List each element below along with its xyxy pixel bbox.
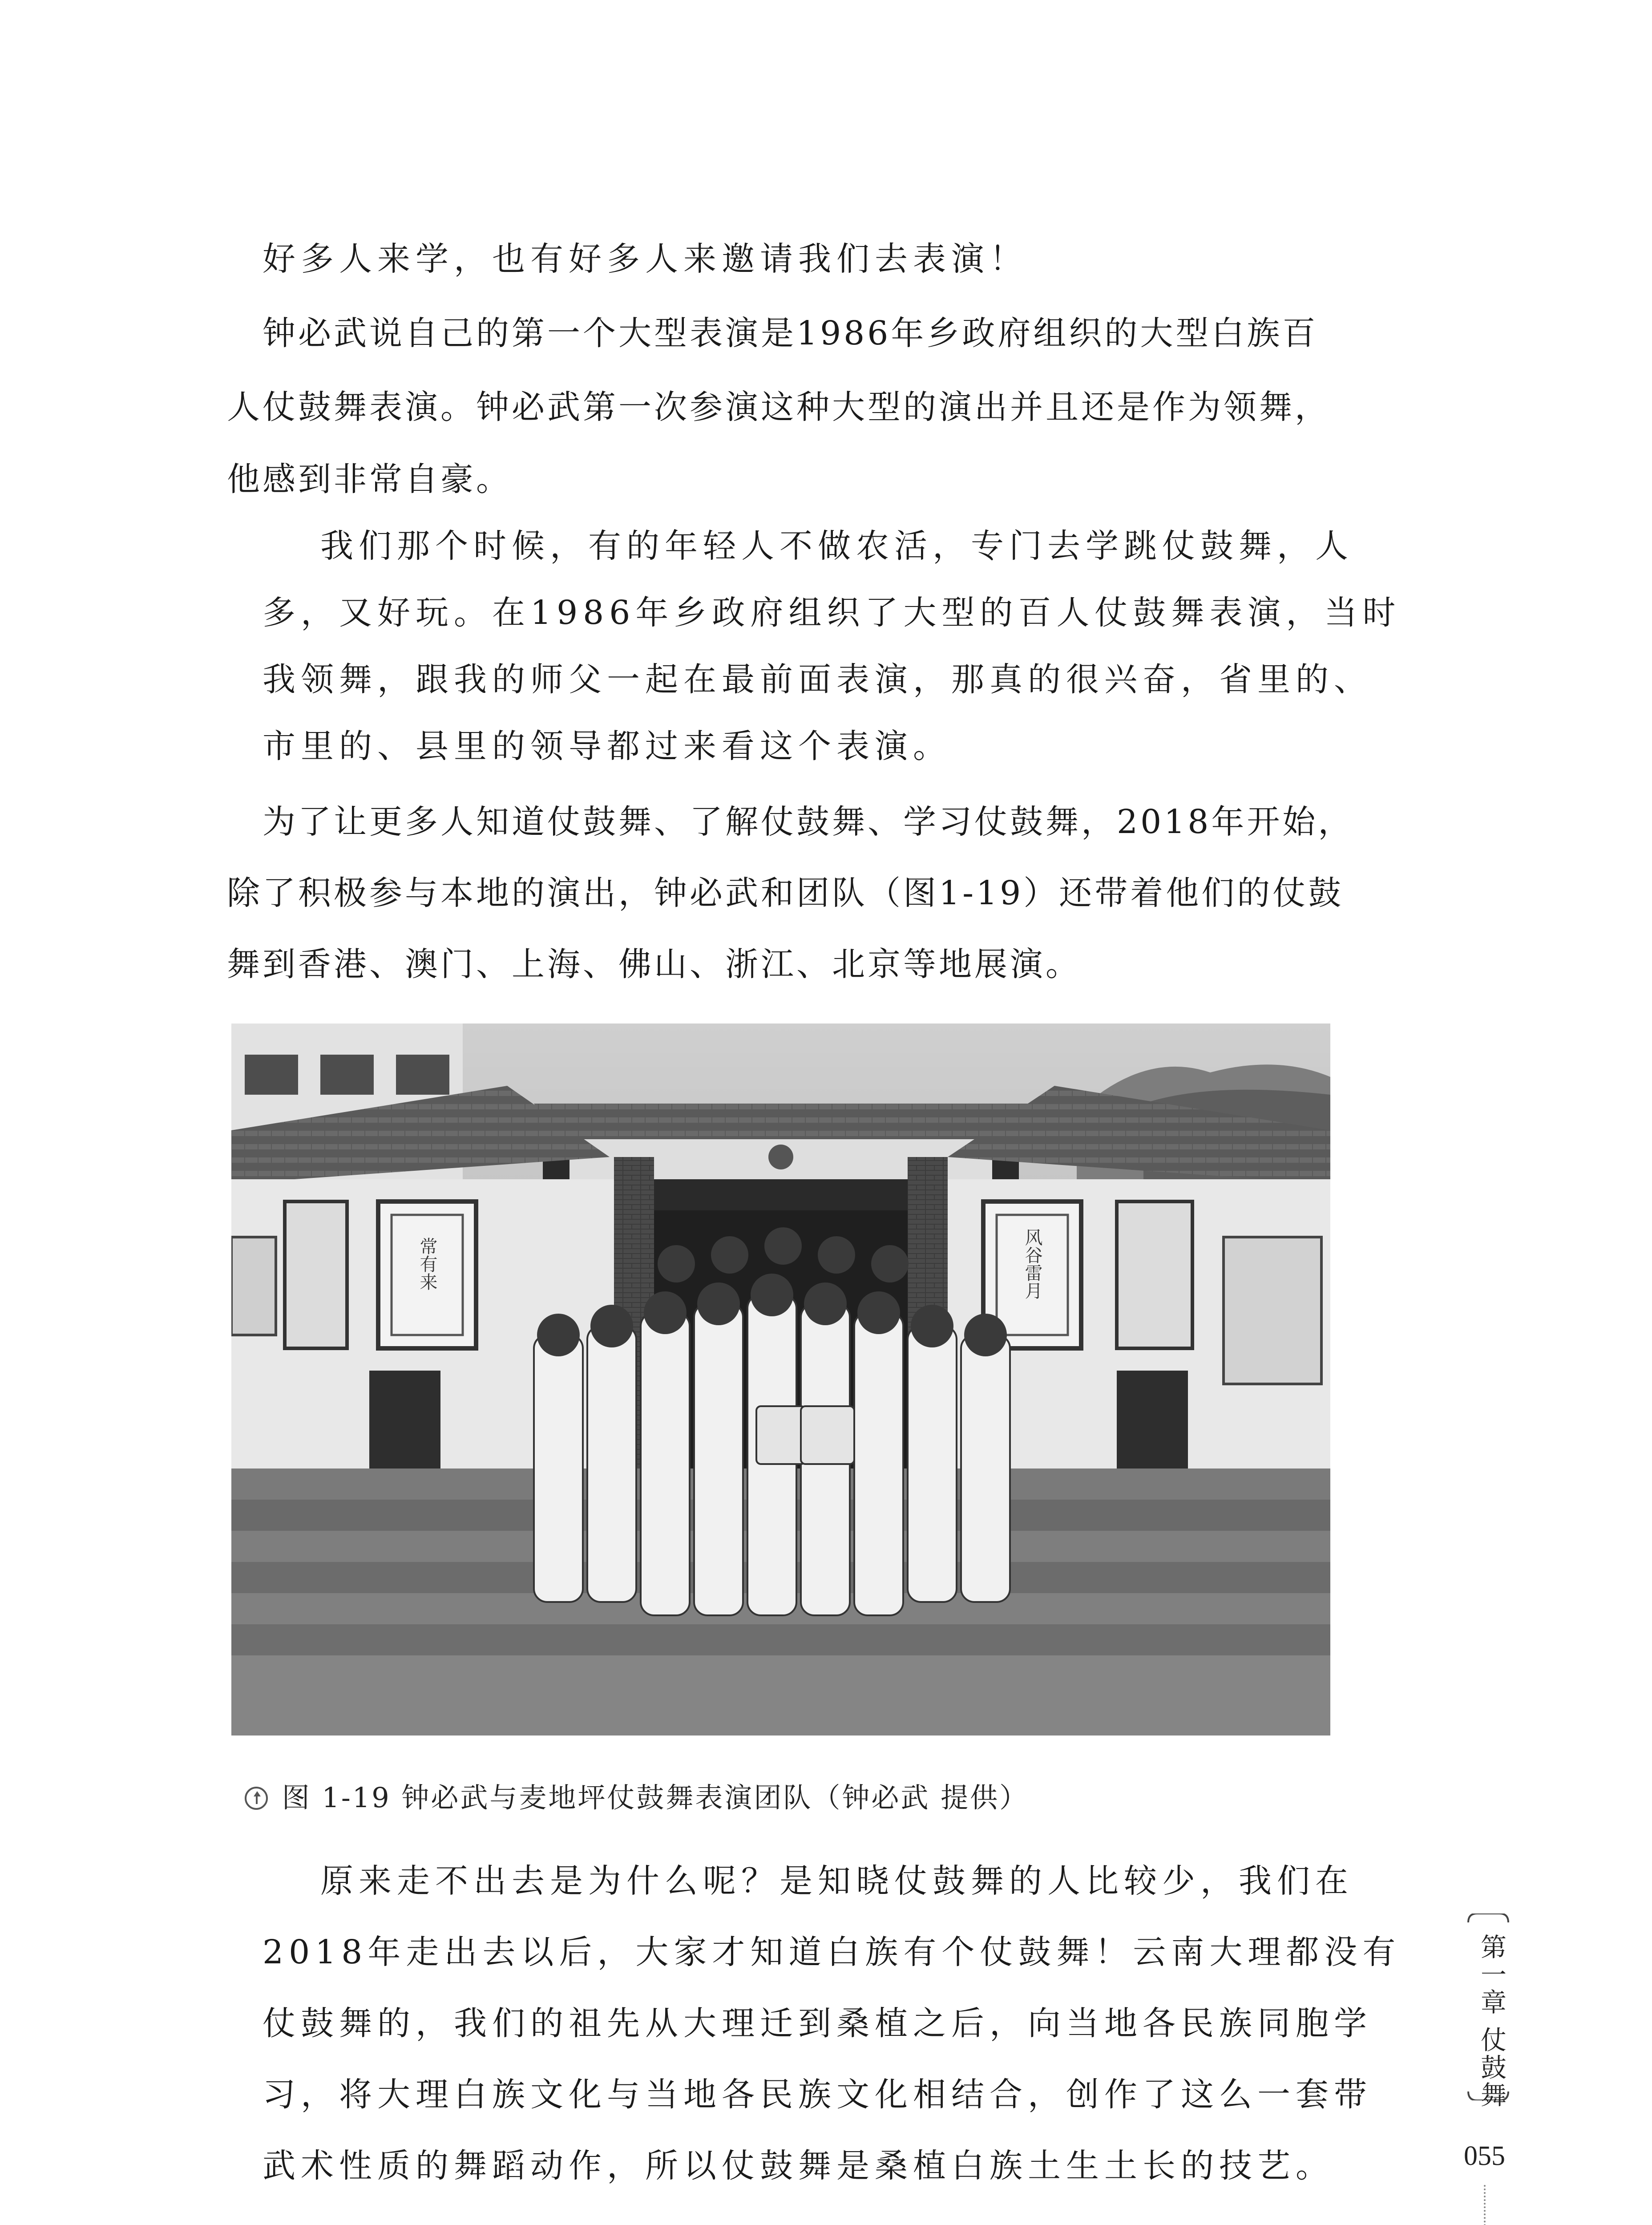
paragraph-2-line-2: 人仗鼓舞表演。钟必武第一次参演这种大型的演出并且还是作为领舞， xyxy=(227,388,1330,426)
paragraph-5-line-1: 原来走不出去是为什么呢？是知晓仗鼓舞的人比较少，我们在 xyxy=(320,1862,1353,1900)
paragraph-3-line-4: 市里的、县里的领导都过来看这个表演。 xyxy=(263,727,951,765)
figure-photo xyxy=(231,1024,1330,1736)
paragraph-4-line-2: 除了积极参与本地的演出，钟必武和团队（图1-19）还带着他们的仗鼓 xyxy=(227,874,1344,912)
margin-chapter-number: 第一章 xyxy=(1476,1934,1507,2016)
paragraph-2-line-1: 钟必武说自己的第一个大型表演是1986年乡政府组织的大型白族百 xyxy=(263,314,1318,352)
up-arrow-circle-icon xyxy=(245,1787,268,1810)
paragraph-3-line-3: 我领舞，跟我的师父一起在最前面表演，那真的很兴奋，省里的、 xyxy=(263,660,1372,699)
page-number: 055 xyxy=(1464,2141,1505,2171)
paragraph-1-line-1: 好多人来学，也有好多人来邀请我们去表演！ xyxy=(263,240,1028,278)
paragraph-5-line-3: 仗鼓舞的，我们的祖先从大理迁到桑植之后，向当地各民族同胞学 xyxy=(263,2004,1372,2043)
paragraph-3-line-1: 我们那个时候，有的年轻人不做农活，专门去学跳仗鼓舞，人 xyxy=(320,527,1353,565)
paragraph-3-line-2: 多，又好玩。在1986年乡政府组织了大型的百人仗鼓舞表演，当时 xyxy=(263,594,1401,632)
figure-caption-text: 图 1-19 钟必武与麦地坪仗鼓舞表演团队（钟必武 提供） xyxy=(282,1781,1029,1814)
right-gate-sign: 风谷雷月 xyxy=(1022,1228,1042,1299)
margin-chapter-label xyxy=(1476,1934,1507,2109)
paragraph-5-line-4: 习，将大理白族文化与当地各民族文化相结合，创作了这么一套带 xyxy=(263,2075,1372,2114)
paragraph-4-line-3: 舞到香港、澳门、上海、佛山、浙江、北京等地展演。 xyxy=(227,945,1081,983)
paragraph-2-line-3: 他感到非常自豪。 xyxy=(227,460,512,498)
paragraph-5-line-2: 2018年走出去以后，大家才知道白族有个仗鼓舞！云南大理都没有 xyxy=(263,1933,1401,1971)
paragraph-4-line-1: 为了让更多人知道仗鼓舞、了解仗鼓舞、学习仗鼓舞，2018年开始， xyxy=(263,803,1354,841)
margin-chapter-title: 仗鼓舞 xyxy=(1476,2026,1507,2109)
figure-caption xyxy=(245,1776,1029,1815)
paragraph-5-line-5: 武术性质的舞蹈动作，所以仗鼓舞是桑植白族土生土长的技艺。 xyxy=(263,2147,1334,2185)
margin-dotted-rule xyxy=(1484,2185,1486,2225)
left-gate-sign: 常有来 xyxy=(417,1237,437,1290)
